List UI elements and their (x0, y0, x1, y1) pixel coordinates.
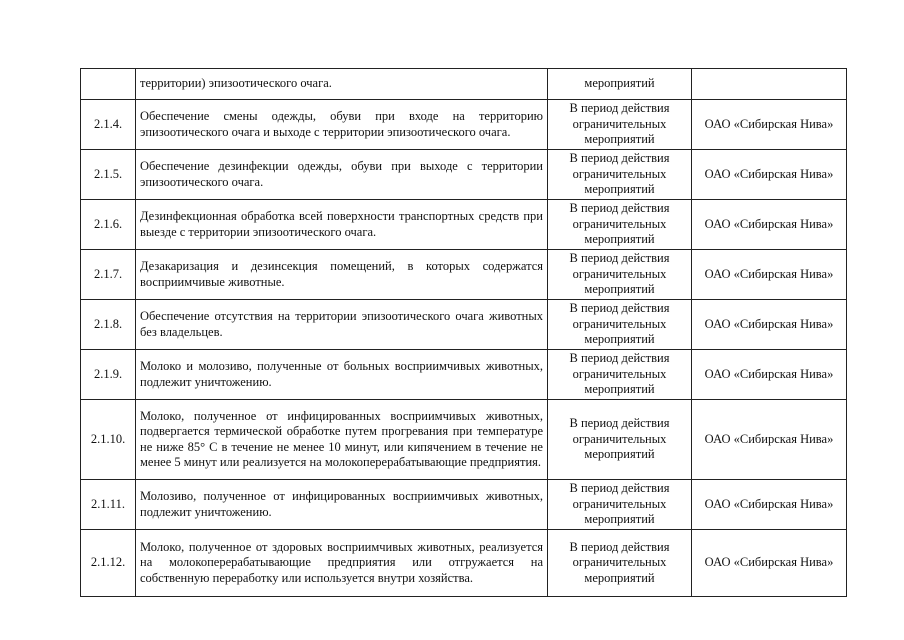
item-number: 2.1.7. (81, 250, 136, 300)
measure-description: Обеспечение дезинфекции одежды, обуви при выходе с территории эпизоотического очага. (136, 150, 548, 200)
measure-description: Дезакаризация и дезинсекция помещений, в которых содержатся восприимчивые животные. (136, 250, 548, 300)
table-row (81, 300, 847, 350)
responsible-party: ОАО «Сибирская Нива» (692, 150, 847, 200)
table-row (81, 100, 847, 150)
period-line: мероприятий (584, 512, 655, 527)
item-number: 2.1.12. (81, 530, 136, 597)
period-line: В период действия (569, 101, 670, 116)
measure-description: Молоко и молозиво, полученные от больных восприимчивых животных, подлежит уничтожению. (136, 350, 548, 400)
period-line: В период действия (569, 251, 670, 266)
measure-period (548, 69, 692, 100)
measure-description: территории) эпизоотического очага. (136, 69, 548, 100)
item-number: 2.1.8. (81, 300, 136, 350)
responsible-party (692, 69, 847, 100)
table-row (81, 350, 847, 400)
item-number (81, 69, 136, 100)
measure-description: Молоко, полученное от инфицированных восприимчивых животных, подвергается термической обработке путем прогревания при температуре не ниже 85° С в течение не менее 10 минут, или кипячением в течение не менее 5 минут или реализуется на молокоперерабатывающие предприятия. (136, 400, 548, 480)
item-number: 2.1.9. (81, 350, 136, 400)
period-line: В период действия (569, 539, 670, 554)
period-line: мероприятий (584, 132, 655, 147)
measure-period (548, 150, 692, 200)
measure-description: Дезинфекционная обработка всей поверхности транспортных средств при выезде с территории эпизоотического очага. (136, 200, 548, 250)
period-line: мероприятий (584, 76, 655, 91)
table-row (81, 200, 847, 250)
period-line: ограничительных (572, 366, 667, 381)
item-number: 2.1.10. (81, 400, 136, 480)
period-line: мероприятий (584, 447, 655, 462)
period-line: ограничительных (572, 496, 667, 511)
responsible-party: ОАО «Сибирская Нива» (692, 200, 847, 250)
measure-period (548, 530, 692, 597)
measure-description: Обеспечение смены одежды, обуви при входе на территорию эпизоотического очага и выходе с территории эпизоотического очага. (136, 100, 548, 150)
responsible-party: ОАО «Сибирская Нива» (692, 530, 847, 597)
responsible-party: ОАО «Сибирская Нива» (692, 250, 847, 300)
period-line: В период действия (569, 351, 670, 366)
period-line: В период действия (569, 481, 670, 496)
measure-period (548, 200, 692, 250)
measure-period (548, 480, 692, 530)
table-row (81, 250, 847, 300)
measures-table-body (81, 69, 847, 597)
period-line: мероприятий (584, 182, 655, 197)
item-number: 2.1.4. (81, 100, 136, 150)
responsible-party: ОАО «Сибирская Нива» (692, 300, 847, 350)
responsible-party: ОАО «Сибирская Нива» (692, 480, 847, 530)
responsible-party: ОАО «Сибирская Нива» (692, 400, 847, 480)
period-line: ограничительных (572, 116, 667, 131)
period-line: В период действия (569, 301, 670, 316)
measure-description: Молоко, полученное от здоровых восприимчивых животных, реализуется на молокоперерабатывающие предприятия или отгружается на собственную переработку или используется внутри хозяйства. (136, 530, 548, 597)
table-row (81, 150, 847, 200)
item-number: 2.1.6. (81, 200, 136, 250)
period-line: ограничительных (572, 216, 667, 231)
period-line: В период действия (569, 416, 670, 431)
period-line: мероприятий (584, 332, 655, 347)
period-line: ограничительных (572, 166, 667, 181)
table-row (81, 480, 847, 530)
measure-period (548, 250, 692, 300)
measure-period (548, 100, 692, 150)
period-line: ограничительных (572, 316, 667, 331)
measure-description: Молозиво, полученное от инфицированных восприимчивых животных, подлежит уничтожению. (136, 480, 548, 530)
period-line: ограничительных (572, 266, 667, 281)
measure-period (548, 400, 692, 480)
period-line: мероприятий (584, 570, 655, 585)
period-line: мероприятий (584, 382, 655, 397)
measures-table (80, 68, 847, 597)
measure-period (548, 350, 692, 400)
period-line: ограничительных (572, 555, 667, 570)
period-line: мероприятий (584, 232, 655, 247)
period-line: В период действия (569, 201, 670, 216)
period-line: мероприятий (584, 282, 655, 297)
responsible-party: ОАО «Сибирская Нива» (692, 100, 847, 150)
measure-description: Обеспечение отсутствия на территории эпизоотического очага животных без владельцев. (136, 300, 548, 350)
table-row (81, 530, 847, 597)
table-row (81, 400, 847, 480)
item-number: 2.1.11. (81, 480, 136, 530)
measure-period (548, 300, 692, 350)
responsible-party: ОАО «Сибирская Нива» (692, 350, 847, 400)
item-number: 2.1.5. (81, 150, 136, 200)
period-line: В период действия (569, 151, 670, 166)
period-line: ограничительных (572, 431, 667, 446)
table-row (81, 69, 847, 100)
